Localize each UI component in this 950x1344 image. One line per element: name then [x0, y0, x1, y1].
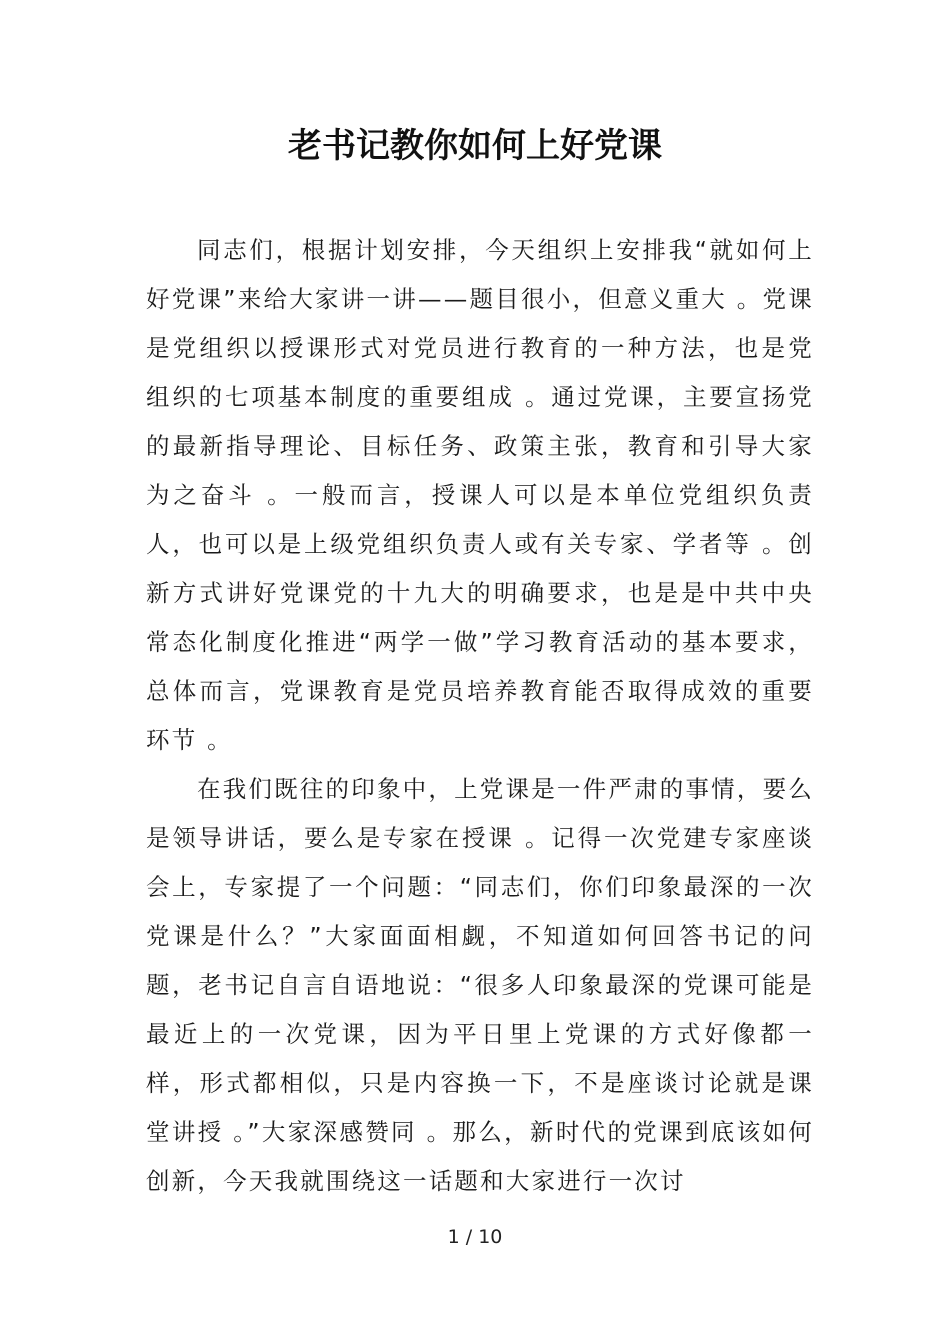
document-body — [146, 226, 814, 1206]
document-title: 老书记教你如何上好党课 — [288, 126, 662, 166]
paragraph-1: 同志们，根据计划安排，今天组织上安排我“就如何上好党课”来给大家讲一讲——题目很小，但意义重大 。党课是党组织以授课形式对党员进行教育的一种方法，也是党组织的七项基本制度的重要组成 。通过党课，主要宣扬党的最新指导理论、目标任务、政策主张，教育和引导大家为之奋斗 。一般而言，授课人可以是本单位党组织负责人，也可以是上级党组织负责人或有关专家、学者等 。创新方式讲好党课党的十九大的明确要求，也是是中共中央常态化制度化推进“两学一做”学习教育活动的基本要求，总体而言，党课教育是党员培养教育能否取得成效的重要环节 。 — [146, 236, 814, 754]
paragraph-2: 在我们既往的印象中，上党课是一件严肃的事情，要么是领导讲话，要么是专家在授课 。记得一次党建专家座谈会上，专家提了一个问题：“同志们，你们印象最深的一次党课是什么？”大家面面相觑，不知道如何回答书记的问题，老书记自言自语地说：“很多人印象最深的党课可能是最近上的一次党课，因为平日里上党课的方式好像都一样，形式都相似，只是内容换一下，不是座谈讨论就是课堂讲授 。”大家深感赞同 。那么，新时代的党课到底该如何创新，今天我就围绕这一话题和大家进行一次讨 — [146, 775, 814, 1195]
page-number: 1 / 10 — [447, 1226, 503, 1248]
